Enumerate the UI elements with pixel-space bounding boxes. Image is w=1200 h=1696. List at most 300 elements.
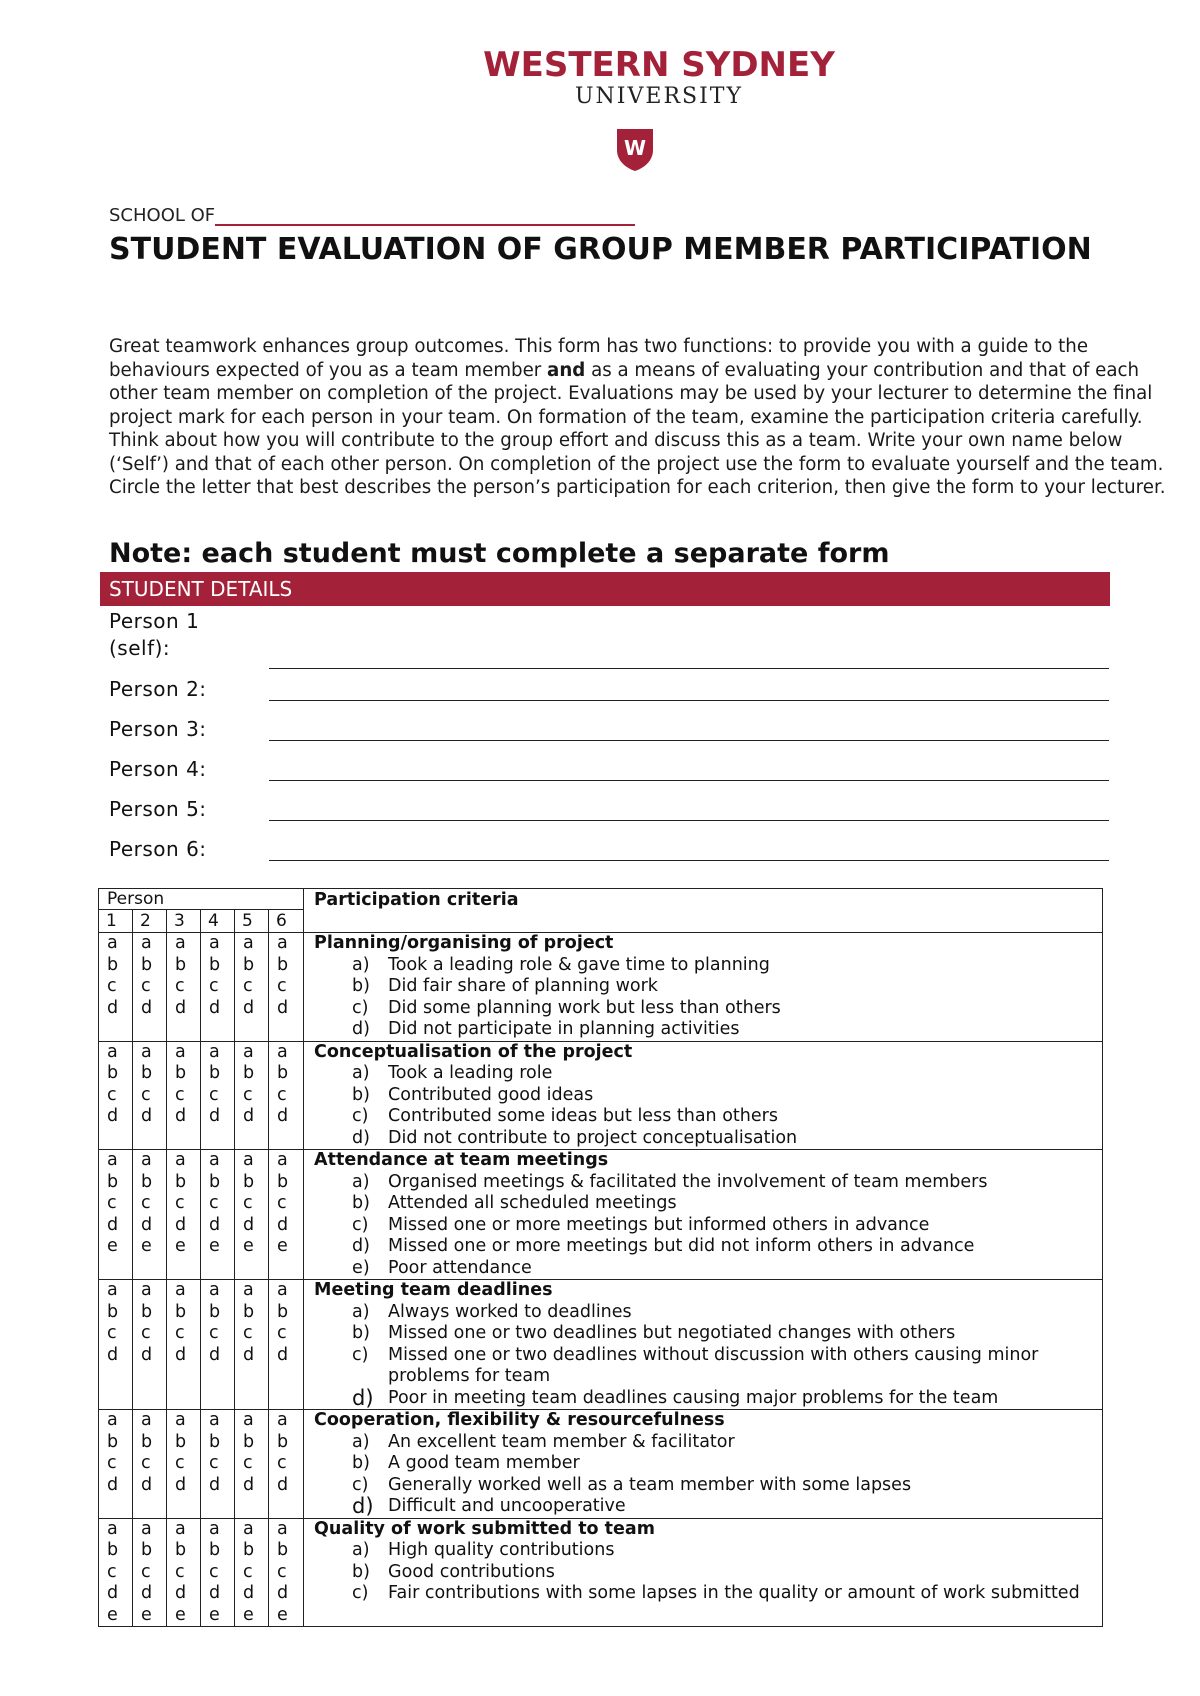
- rating-letters-person-5[interactable]: [235, 1280, 269, 1410]
- rating-option-letter[interactable]: b: [175, 954, 187, 975]
- criterion-option: [314, 1562, 1102, 1584]
- rating-option-letter[interactable]: c: [175, 1193, 185, 1213]
- option-letter: a): [352, 1063, 370, 1083]
- rating-option-letter[interactable]: b: [209, 1171, 221, 1192]
- option-letter: c): [352, 1344, 369, 1365]
- rating-option-letter[interactable]: b: [243, 1301, 255, 1322]
- option-text: Did not contribute to project conceptualisation: [388, 1127, 798, 1148]
- rating-option-letter[interactable]: e: [277, 1604, 288, 1625]
- criterion-option: [314, 976, 1102, 998]
- option-letter: b): [352, 1193, 370, 1213]
- rating-option-letter[interactable]: b: [141, 1063, 153, 1083]
- rating-option-letter[interactable]: e: [141, 1604, 152, 1625]
- rating-option-letter[interactable]: c: [209, 1561, 219, 1582]
- criterion-option: [314, 1236, 1102, 1258]
- rating-option-letter[interactable]: a: [175, 1518, 186, 1539]
- criterion-row: [99, 1280, 1103, 1410]
- intro-text-part2: as a means of evaluating your contribution and that of each other team member on completion of the project. Evaluations may be used by your lecturer to determine the final project mark for each person in your team. On formation of the team, examine the participation criteria carefully. Think about how you will contribute to the group effort and discuss this as a team. Write your own name below (‘Self’) and that of each other person. On completion of the project use the form to evaluate yourself and the team. Circle the letter that best describes the person’s participation for each criterion, then give the form to your lecturer.: [109, 359, 1166, 498]
- rating-option-letter[interactable]: e: [141, 1236, 152, 1256]
- rating-option-letter[interactable]: a: [243, 1041, 254, 1062]
- rating-option-letter[interactable]: c: [141, 1453, 151, 1473]
- student-details-banner: STUDENT DETAILS: [100, 572, 1110, 606]
- criterion-option: [314, 1019, 1102, 1041]
- rating-option-letter[interactable]: c: [243, 1193, 253, 1213]
- option-text: Good contributions: [388, 1561, 555, 1582]
- rating-option-letter[interactable]: c: [175, 1323, 185, 1343]
- rating-option-letter[interactable]: a: [141, 1280, 152, 1300]
- option-text: Always worked to deadlines: [388, 1301, 632, 1322]
- rating-option-letter[interactable]: b: [107, 1063, 119, 1083]
- criterion-row: [99, 1150, 1103, 1280]
- rating-option-letter[interactable]: c: [107, 1323, 117, 1343]
- school-of-label: SCHOOL OF: [109, 205, 216, 226]
- rating-option-letter[interactable]: a: [107, 1518, 118, 1539]
- rating-option-letter[interactable]: d: [209, 1583, 221, 1603]
- rating-letters-person-6[interactable]: [269, 1041, 304, 1150]
- rating-option-letter[interactable]: c: [277, 1084, 287, 1105]
- criterion-option: [314, 1583, 1102, 1605]
- rating-option-letter[interactable]: a: [277, 1518, 288, 1539]
- rating-option-letter[interactable]: c: [209, 1084, 219, 1105]
- rating-option-letter[interactable]: d: [175, 1214, 187, 1235]
- rating-option-letter[interactable]: e: [209, 1236, 220, 1256]
- criterion-option: [314, 1258, 1102, 1280]
- rating-option-letter[interactable]: c: [209, 976, 219, 996]
- rating-option-letter[interactable]: d: [175, 1344, 187, 1365]
- rating-option-letter[interactable]: b: [277, 954, 289, 975]
- rating-option-letter[interactable]: d: [175, 1583, 187, 1603]
- rating-letters-person-4[interactable]: [201, 1041, 235, 1150]
- rating-option-letter[interactable]: c: [277, 1453, 287, 1473]
- rating-option-letter[interactable]: d: [141, 1344, 153, 1365]
- table-header-row: [99, 889, 1103, 910]
- rating-letters-person-2[interactable]: [133, 1518, 167, 1627]
- option-text: High quality contributions: [388, 1540, 615, 1560]
- person-1-name-field[interactable]: [269, 658, 1109, 669]
- rating-option-letter[interactable]: c: [243, 976, 253, 996]
- option-text: Fair contributions with some lapses in the quality or amount of work submitted: [388, 1583, 1080, 1603]
- criterion-description: [304, 1280, 1103, 1410]
- option-letter: d): [352, 1385, 374, 1410]
- criterion-description: [304, 1041, 1103, 1150]
- criterion-option: [314, 1172, 1102, 1194]
- option-letter: b): [352, 976, 370, 996]
- rating-option-letter[interactable]: b: [107, 954, 119, 975]
- rating-letters-person-2[interactable]: [133, 1150, 167, 1280]
- criterion-option: [314, 1063, 1102, 1085]
- person-1-label-line2: (self):: [109, 636, 171, 660]
- option-text: Poor in meeting team deadlines causing major problems for the team: [388, 1387, 999, 1408]
- rating-option-letter[interactable]: d: [141, 1214, 153, 1235]
- option-text: Did not participate in planning activities: [388, 1019, 740, 1039]
- rating-option-letter[interactable]: d: [243, 1583, 255, 1603]
- rating-option-letter[interactable]: d: [141, 1583, 153, 1603]
- criterion-option: [314, 1345, 1102, 1388]
- option-letter: b): [352, 1323, 370, 1343]
- rating-option-letter[interactable]: c: [175, 1084, 185, 1105]
- rating-option-letter[interactable]: d: [243, 1474, 255, 1495]
- rating-option-letter[interactable]: b: [243, 1063, 255, 1083]
- rating-letters-person-5[interactable]: [235, 1150, 269, 1280]
- rating-option-letter[interactable]: c: [209, 1193, 219, 1213]
- criterion-option: [314, 1475, 1102, 1497]
- page-title: STUDENT EVALUATION OF GROUP MEMBER PARTICIPATION: [109, 232, 1092, 267]
- rating-option-letter[interactable]: b: [175, 1301, 187, 1322]
- rating-option-letter[interactable]: b: [277, 1431, 289, 1452]
- rating-option-letter[interactable]: b: [209, 1431, 221, 1452]
- rating-option-letter[interactable]: b: [175, 1540, 187, 1560]
- rating-option-letter[interactable]: e: [277, 1236, 288, 1256]
- rating-option-letter[interactable]: c: [141, 1084, 151, 1105]
- rating-option-letter[interactable]: d: [141, 997, 153, 1018]
- rating-option-letter[interactable]: d: [209, 997, 221, 1018]
- rating-letters-person-1[interactable]: [99, 1280, 133, 1410]
- option-text: Difficult and uncooperative: [388, 1496, 626, 1516]
- rating-option-letter[interactable]: c: [243, 1323, 253, 1343]
- person-number-5: 5: [235, 910, 269, 933]
- rating-option-letter[interactable]: a: [277, 1410, 288, 1430]
- rating-option-letter[interactable]: d: [107, 1583, 119, 1603]
- person-2-name-field[interactable]: [269, 690, 1109, 701]
- rating-option-letter[interactable]: c: [141, 1561, 151, 1582]
- rating-option-letter[interactable]: b: [209, 1063, 221, 1083]
- rating-option-letter[interactable]: c: [209, 1453, 219, 1473]
- rating-option-letter[interactable]: b: [175, 1171, 187, 1192]
- rating-option-letter[interactable]: c: [277, 1193, 287, 1213]
- rating-option-letter[interactable]: a: [107, 1410, 118, 1430]
- person-4-name-field[interactable]: [269, 770, 1109, 781]
- rating-option-letter[interactable]: d: [277, 1583, 289, 1603]
- logo-wordmark-line1: WESTERN SYDNEY: [483, 45, 835, 85]
- shield-icon: [616, 128, 654, 172]
- criterion-row: [99, 1041, 1103, 1150]
- rating-option-letter[interactable]: c: [107, 1453, 117, 1473]
- option-letter: d): [352, 1494, 374, 1518]
- rating-option-letter[interactable]: b: [175, 1063, 187, 1083]
- rating-option-letter[interactable]: a: [175, 1410, 186, 1430]
- rating-letters-person-2[interactable]: [133, 933, 167, 1042]
- option-letter: c): [352, 1106, 369, 1126]
- rating-option-letter[interactable]: d: [277, 1344, 289, 1365]
- rating-option-letter[interactable]: e: [209, 1604, 220, 1625]
- rating-option-letter[interactable]: c: [243, 1453, 253, 1473]
- rating-letters-person-6[interactable]: [269, 933, 304, 1042]
- rating-option-letter[interactable]: d: [277, 997, 289, 1018]
- rating-letters-person-5[interactable]: [235, 1518, 269, 1627]
- criterion-row: [99, 1518, 1103, 1627]
- rating-option-letter[interactable]: d: [175, 1474, 187, 1495]
- rating-option-letter[interactable]: a: [141, 1410, 152, 1430]
- criterion-title: Cooperation, flexibility & resourcefulness: [314, 1410, 725, 1430]
- rating-option-letter[interactable]: a: [175, 933, 186, 953]
- option-letter: a): [352, 1301, 370, 1322]
- rating-option-letter[interactable]: d: [209, 1214, 221, 1235]
- rating-option-letter[interactable]: a: [277, 1041, 288, 1062]
- rating-option-letter[interactable]: b: [141, 1540, 153, 1560]
- criteria-column-header: Participation criteria: [314, 890, 519, 910]
- rating-option-letter[interactable]: a: [141, 1518, 152, 1539]
- rating-option-letter[interactable]: d: [175, 997, 187, 1018]
- criterion-option: [314, 1496, 1102, 1518]
- rating-option-letter[interactable]: a: [107, 933, 118, 953]
- rating-option-letter[interactable]: b: [141, 1301, 153, 1322]
- rating-option-letter[interactable]: b: [107, 1171, 119, 1192]
- rating-option-letter[interactable]: d: [107, 1344, 119, 1365]
- person-3-name-field[interactable]: [269, 730, 1109, 741]
- option-text: Missed one or two deadlines but negotiated changes with others: [388, 1323, 956, 1343]
- option-letter: b): [352, 1561, 370, 1582]
- rating-option-letter[interactable]: a: [209, 1150, 220, 1170]
- rating-option-letter[interactable]: a: [243, 933, 254, 953]
- rating-option-letter[interactable]: b: [277, 1540, 289, 1560]
- criterion-title: Planning/organising of project: [314, 933, 614, 953]
- criteria-column-header-cell: [304, 889, 1103, 933]
- option-letter: a): [352, 1540, 370, 1560]
- rating-option-letter[interactable]: c: [277, 976, 287, 996]
- criterion-option: [314, 1385, 1102, 1410]
- rating-letters-person-1[interactable]: [99, 1041, 133, 1150]
- rating-option-letter[interactable]: a: [243, 1280, 254, 1300]
- rating-option-letter[interactable]: a: [209, 1518, 220, 1539]
- option-letter: d): [352, 1019, 370, 1039]
- criterion-description: [304, 1150, 1103, 1280]
- rating-option-letter[interactable]: b: [243, 1171, 255, 1192]
- option-text: Generally worked well as a team member with some lapses: [388, 1474, 912, 1495]
- rating-option-letter[interactable]: a: [243, 1150, 254, 1170]
- criterion-option: [314, 955, 1102, 977]
- option-text: A good team member: [388, 1453, 580, 1473]
- rating-letters-person-6[interactable]: [269, 1410, 304, 1519]
- rating-option-letter[interactable]: a: [175, 1041, 186, 1062]
- rating-option-letter[interactable]: b: [107, 1301, 119, 1322]
- rating-option-letter[interactable]: a: [141, 933, 152, 953]
- rating-option-letter[interactable]: c: [277, 1323, 287, 1343]
- option-text: Attended all scheduled meetings: [388, 1193, 677, 1213]
- rating-option-letter[interactable]: e: [243, 1604, 254, 1625]
- criterion-row: [99, 1410, 1103, 1519]
- rating-option-letter[interactable]: b: [243, 1540, 255, 1560]
- option-letter: b): [352, 1084, 370, 1105]
- shield-letter: W: [623, 136, 647, 160]
- rating-option-letter[interactable]: d: [277, 1106, 289, 1126]
- rating-letters-person-5[interactable]: [235, 1041, 269, 1150]
- rating-option-letter[interactable]: c: [141, 1323, 151, 1343]
- rating-option-letter[interactable]: c: [107, 976, 117, 996]
- rating-letters-person-3[interactable]: [167, 1410, 201, 1519]
- rating-option-letter[interactable]: c: [243, 1084, 253, 1105]
- rating-option-letter[interactable]: a: [175, 1150, 186, 1170]
- option-letter: b): [352, 1453, 370, 1473]
- rating-option-letter[interactable]: a: [107, 1150, 118, 1170]
- option-letter: c): [352, 1583, 369, 1603]
- rating-letters-person-4[interactable]: [201, 1410, 235, 1519]
- rating-option-letter[interactable]: d: [209, 1344, 221, 1365]
- rating-option-letter[interactable]: e: [175, 1236, 186, 1256]
- rating-option-letter[interactable]: b: [243, 1431, 255, 1452]
- rating-option-letter[interactable]: a: [141, 1150, 152, 1170]
- option-text: Took a leading role & gave time to planning: [388, 954, 770, 975]
- criterion-option: [314, 1085, 1102, 1107]
- option-text: An excellent team member & facilitator: [388, 1431, 735, 1452]
- rating-option-letter[interactable]: d: [243, 1106, 255, 1126]
- participation-criteria-table: [98, 888, 1103, 1627]
- rating-option-letter[interactable]: d: [107, 1106, 119, 1126]
- rating-option-letter[interactable]: a: [277, 1280, 288, 1300]
- rating-option-letter[interactable]: b: [141, 1431, 153, 1452]
- intro-paragraph: [109, 335, 1184, 500]
- rating-letters-person-4[interactable]: [201, 1280, 235, 1410]
- criterion-option: [314, 1302, 1102, 1324]
- rating-option-letter[interactable]: b: [277, 1063, 289, 1083]
- rating-letters-person-5[interactable]: [235, 1410, 269, 1519]
- rating-option-letter[interactable]: a: [209, 1410, 220, 1430]
- rating-option-letter[interactable]: b: [243, 954, 255, 975]
- rating-option-letter[interactable]: a: [107, 1041, 118, 1062]
- rating-option-letter[interactable]: d: [243, 1214, 255, 1235]
- rating-letters-person-2[interactable]: [133, 1280, 167, 1410]
- rating-option-letter[interactable]: a: [107, 1280, 118, 1300]
- rating-option-letter[interactable]: b: [175, 1431, 187, 1452]
- rating-letters-person-4[interactable]: [201, 933, 235, 1042]
- university-logo: [0, 46, 1200, 110]
- person-6-label: Person 6:: [109, 837, 207, 861]
- rating-option-letter[interactable]: d: [209, 1106, 221, 1126]
- rating-option-letter[interactable]: d: [209, 1474, 221, 1495]
- rating-option-letter[interactable]: c: [107, 1561, 117, 1582]
- rating-letters-person-5[interactable]: [235, 933, 269, 1042]
- rating-letters-person-6[interactable]: [269, 1150, 304, 1280]
- rating-option-letter[interactable]: d: [243, 1344, 255, 1365]
- option-letter: c): [352, 997, 369, 1018]
- rating-option-letter[interactable]: d: [107, 1214, 119, 1235]
- person-number-1: 1: [99, 910, 133, 933]
- rating-option-letter[interactable]: d: [277, 1214, 289, 1235]
- person-6-name-field[interactable]: [269, 850, 1109, 861]
- option-letter: d): [352, 1127, 370, 1148]
- rating-option-letter[interactable]: b: [107, 1540, 119, 1560]
- rating-option-letter[interactable]: a: [209, 1041, 220, 1062]
- criterion-row: [99, 933, 1103, 1042]
- rating-option-letter[interactable]: e: [107, 1604, 118, 1625]
- rating-option-letter[interactable]: b: [277, 1301, 289, 1322]
- option-text: Contributed good ideas: [388, 1084, 594, 1105]
- rating-option-letter[interactable]: b: [209, 1540, 221, 1560]
- rating-option-letter[interactable]: a: [209, 1280, 220, 1300]
- school-of-blank-line[interactable]: [215, 206, 635, 226]
- rating-option-letter[interactable]: a: [175, 1280, 186, 1300]
- option-letter: c): [352, 1214, 369, 1235]
- option-letter: e): [352, 1257, 370, 1278]
- rating-letters-person-2[interactable]: [133, 1410, 167, 1519]
- rating-option-letter[interactable]: c: [243, 1561, 253, 1582]
- option-letter: d): [352, 1236, 370, 1256]
- rating-option-letter[interactable]: d: [243, 997, 255, 1018]
- criterion-option: [314, 1323, 1102, 1345]
- criterion-description: [304, 1410, 1103, 1519]
- rating-option-letter[interactable]: d: [107, 997, 119, 1018]
- person-number-6: 6: [269, 910, 304, 933]
- rating-option-letter[interactable]: a: [209, 933, 220, 953]
- rating-option-letter[interactable]: a: [277, 1150, 288, 1170]
- rating-option-letter[interactable]: c: [277, 1561, 287, 1582]
- rating-option-letter[interactable]: c: [209, 1323, 219, 1343]
- rating-option-letter[interactable]: e: [107, 1236, 118, 1256]
- option-text: Poor attendance: [388, 1257, 532, 1278]
- rating-letters-person-3[interactable]: [167, 1280, 201, 1410]
- rating-letters-person-6[interactable]: [269, 1280, 304, 1410]
- rating-option-letter[interactable]: c: [175, 976, 185, 996]
- criterion-option: [314, 1193, 1102, 1215]
- rating-letters-person-3[interactable]: [167, 1150, 201, 1280]
- option-letter: a): [352, 954, 370, 975]
- rating-option-letter[interactable]: a: [243, 1518, 254, 1539]
- person-number-4: 4: [201, 910, 235, 933]
- rating-letters-person-4[interactable]: [201, 1518, 235, 1627]
- criterion-title: Attendance at team meetings: [314, 1150, 609, 1170]
- rating-letters-person-1[interactable]: [99, 1518, 133, 1627]
- rating-option-letter[interactable]: c: [175, 1453, 185, 1473]
- rating-option-letter[interactable]: d: [107, 1474, 119, 1495]
- rating-option-letter[interactable]: a: [243, 1410, 254, 1430]
- rating-option-letter[interactable]: e: [243, 1236, 254, 1256]
- rating-option-letter[interactable]: b: [209, 954, 221, 975]
- criterion-option: [314, 1540, 1102, 1562]
- rating-option-letter[interactable]: c: [175, 1561, 185, 1582]
- person-5-name-field[interactable]: [269, 810, 1109, 821]
- rating-letters-person-3[interactable]: [167, 933, 201, 1042]
- rating-letters-person-1[interactable]: [99, 1410, 133, 1519]
- logo-wordmark-line2: UNIVERSITY: [575, 84, 743, 109]
- rating-option-letter[interactable]: b: [209, 1301, 221, 1322]
- person-number-3: 3: [167, 910, 201, 933]
- option-text: Did some planning work but less than others: [388, 997, 781, 1018]
- rating-option-letter[interactable]: b: [277, 1171, 289, 1192]
- rating-letters-person-3[interactable]: [167, 1518, 201, 1627]
- person-number-2: 2: [133, 910, 167, 933]
- rating-letters-person-2[interactable]: [133, 1041, 167, 1150]
- rating-option-letter[interactable]: d: [141, 1106, 153, 1126]
- rating-letters-person-1[interactable]: [99, 1150, 133, 1280]
- criterion-title: Quality of work submitted to team: [314, 1518, 655, 1539]
- rating-option-letter[interactable]: c: [107, 1193, 117, 1213]
- rating-option-letter[interactable]: c: [141, 1193, 151, 1213]
- criterion-title: Conceptualisation of the project: [314, 1041, 633, 1062]
- rating-option-letter[interactable]: e: [175, 1604, 186, 1625]
- rating-option-letter[interactable]: b: [141, 954, 153, 975]
- option-text: Missed one or two deadlines without discussion with others causing minor problems for team: [388, 1344, 1039, 1386]
- criterion-description: [304, 1518, 1103, 1627]
- criterion-option: [314, 1453, 1102, 1475]
- rating-option-letter[interactable]: c: [107, 1084, 117, 1105]
- person-5-label: Person 5:: [109, 797, 207, 821]
- rating-letters-person-4[interactable]: [201, 1150, 235, 1280]
- rating-option-letter[interactable]: a: [141, 1041, 152, 1062]
- rating-option-letter[interactable]: d: [175, 1106, 187, 1126]
- option-text: Took a leading role: [388, 1063, 553, 1083]
- rating-option-letter[interactable]: a: [277, 933, 288, 953]
- criterion-option: [314, 1106, 1102, 1128]
- rating-option-letter[interactable]: b: [141, 1171, 153, 1192]
- rating-option-letter[interactable]: d: [277, 1474, 289, 1495]
- rating-option-letter[interactable]: b: [107, 1431, 119, 1452]
- rating-option-letter[interactable]: d: [141, 1474, 153, 1495]
- rating-letters-person-3[interactable]: [167, 1041, 201, 1150]
- criterion-description: [304, 933, 1103, 1042]
- rating-option-letter[interactable]: c: [141, 976, 151, 996]
- rating-letters-person-6[interactable]: [269, 1518, 304, 1627]
- rating-letters-person-1[interactable]: [99, 933, 133, 1042]
- option-text: Missed one or more meetings but informed others in advance: [388, 1214, 930, 1235]
